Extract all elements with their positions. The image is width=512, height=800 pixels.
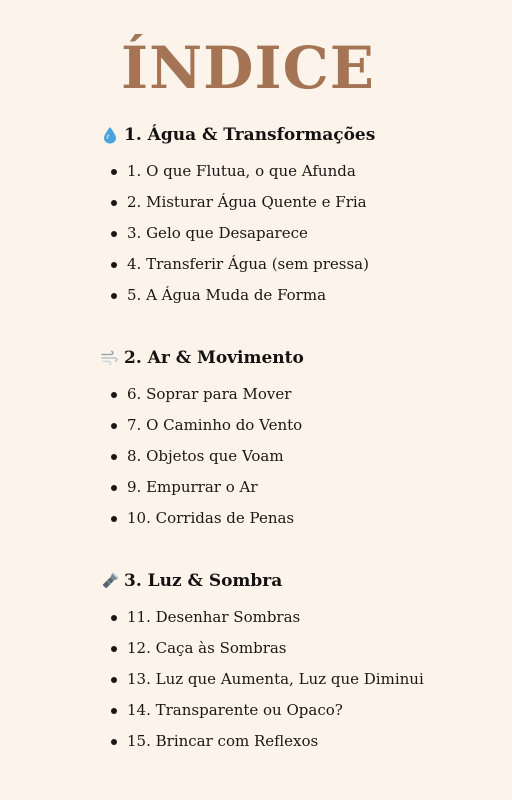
list-item [100,410,500,441]
bullet-icon [111,677,117,683]
section-light [100,568,500,757]
list-item-text: 9. Empurrar o Ar [127,478,258,496]
section-heading [100,345,500,371]
list-item-text: 15. Brincar com Reflexos [127,732,319,750]
bullet-icon [111,200,117,206]
section-heading-text: 3. Luz & Sombra [124,571,283,591]
bullet-icon [111,708,117,714]
list-item [100,156,500,187]
section-heading [100,568,500,594]
water-drop-icon [100,125,120,145]
bullet-icon [111,516,117,522]
bullet-icon [111,423,117,429]
list-item-text: 8. Objetos que Voam [127,447,284,465]
list-item-text: 3. Gelo que Desaparece [127,224,308,242]
list-item [100,379,500,410]
list-item [100,441,500,472]
list-item [100,633,500,664]
bullet-icon [111,615,117,621]
list-item-text: 1. O que Flutua, o que Afunda [127,162,356,180]
section-air [100,345,500,534]
list-item-text: 10. Corridas de Penas [127,509,295,527]
bullet-icon [111,646,117,652]
list-item [100,472,500,503]
bullet-icon [111,293,117,299]
list-item-text: 6. Soprar para Mover [127,385,292,403]
section-item-list [100,379,500,534]
flashlight-icon [100,571,120,591]
list-item-text: 14. Transparente ou Opaco? [127,701,343,719]
list-item-text: 7. O Caminho do Vento [127,416,303,434]
list-item [100,249,500,280]
bullet-icon [111,231,117,237]
list-item-text: 4. Transferir Água (sem pressa) [127,255,369,273]
section-heading-text: 2. Ar & Movimento [124,348,304,368]
bullet-icon [111,485,117,491]
list-item [100,503,500,534]
list-item [100,218,500,249]
page-title: ÍNDICE [121,34,375,102]
bullet-icon [111,392,117,398]
bullet-icon [111,169,117,175]
list-item-text: 13. Luz que Aumenta, Luz que Diminui [127,670,424,688]
list-item-text: 12. Caça às Sombras [127,639,287,657]
bullet-icon [111,454,117,460]
list-item-text: 2. Misturar Água Quente e Fria [127,193,367,211]
wind-icon [100,348,120,368]
list-item [100,664,500,695]
list-item [100,280,500,311]
list-item-text: 11. Desenhar Sombras [127,608,301,626]
section-water [100,122,500,311]
section-item-list [100,156,500,311]
section-heading [100,122,500,148]
bullet-icon [111,739,117,745]
list-item-text: 5. A Água Muda de Forma [127,286,327,304]
section-heading-text: 1. Água & Transformações [124,125,376,145]
bullet-icon [111,262,117,268]
list-item [100,695,500,726]
list-item [100,602,500,633]
list-item [100,726,500,757]
section-item-list [100,602,500,757]
list-item [100,187,500,218]
